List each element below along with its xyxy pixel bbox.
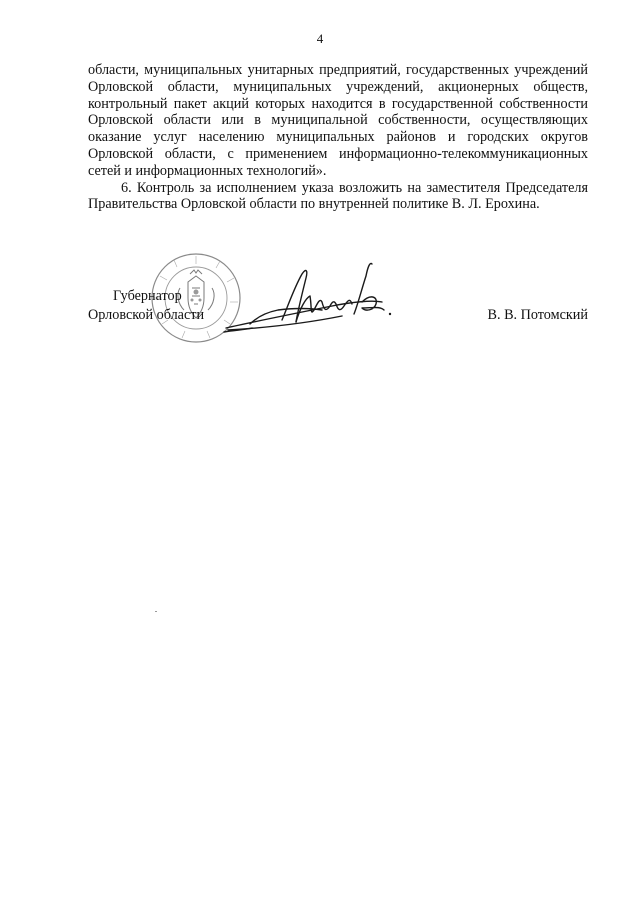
handwritten-signature xyxy=(222,258,397,344)
signatory-title-line2: Орловской области xyxy=(88,307,205,323)
paragraph-6: 6. Контроль за исполнением указа возложить на заместителя Председателя Правительства Орловской области по внутренней политике В. Л. Ерохина. xyxy=(88,179,588,213)
page-number: 4 xyxy=(316,31,324,46)
scan-speck xyxy=(155,611,157,612)
paragraph-continuation: области, муниципальных унитарных предприятий, государственных учреждений Орловской области, муниципальных учреждений, акционерных обществ, контрольный пакет акций которых находится в государственной собственности Орловской области или в муниципальной собственности, осуществляющих оказание услуг населению муниципальных районов и городских округов Орловской области, с применением информационно-телекоммуникационных сетей и информационных технологий». xyxy=(88,62,588,179)
document-body xyxy=(88,62,588,213)
signatory-title-line1: Губернатор xyxy=(113,288,182,304)
signatory-name: В. В. Потомский xyxy=(487,307,588,323)
